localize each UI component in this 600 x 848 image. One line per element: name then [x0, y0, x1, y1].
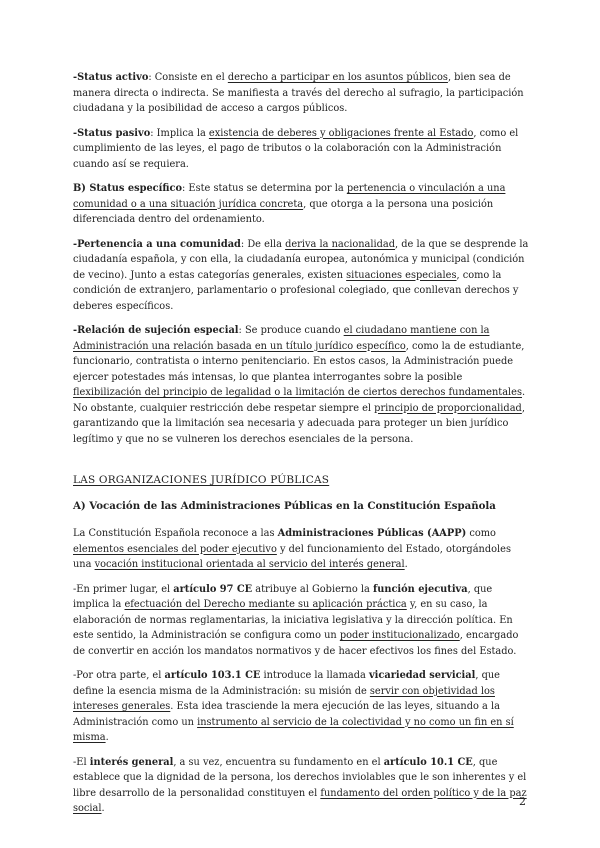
term-pertenencia: -Pertenencia a una comunidad	[73, 238, 241, 250]
text: .	[105, 732, 109, 743]
text: : De ella	[240, 238, 286, 250]
underlined-phrase: situaciones especiales	[346, 269, 457, 281]
text: . No obstante, cualquier restricción debe respetar siempre el	[73, 387, 526, 414]
bold-phrase: Administraciones Públicas (AAPP)	[277, 528, 467, 539]
underlined-phrase: flexibilización del principio de legalidad o la limitación de ciertos derechos fundamentales	[73, 387, 522, 398]
text: , a su vez, encuentra su fundamento en el	[173, 756, 384, 768]
underlined-phrase: instrumento al servicio de la colectividad y no como un fin en sí misma	[73, 716, 514, 743]
text: , que otorga a la persona una posición diferenciada dentro del ordenamiento.	[73, 198, 494, 225]
page-number: 2	[519, 795, 526, 808]
underlined-phrase: fundamento del orden político y de la paz social	[73, 787, 527, 814]
underlined-phrase: el ciudadano mantiene con la Administración una relación basada en un título jurídico específico	[73, 325, 490, 352]
text: , bien sea de manera directa o indirecta. Se manifiesta a través del derecho al sufragio, la participación ciudadana y la posibilidad de acceso a cargos públicos.	[73, 72, 524, 114]
text: , que define la esencia misma de la Administración: su misión de	[73, 670, 500, 697]
text: : Implica la	[150, 127, 209, 139]
term-sujecion-especial: -Relación de sujeción especial	[73, 325, 239, 336]
underlined-phrase: elementos esenciales del poder ejecutivo	[73, 543, 277, 555]
underlined-phrase: efectuación del Derecho mediante su aplicación práctica	[124, 599, 407, 610]
text: , de la que se desprende la ciudadanía española, y con ella, la ciudadanía europea, autonómica y municipal (condición de vecino). Junto a estas categorías generales, existen	[73, 238, 529, 281]
text: , que implica la	[73, 583, 493, 610]
text: .	[404, 559, 408, 570]
text: La Constitución Española reconoce a las	[73, 528, 278, 539]
text: , como el cumplimiento de las leyes, el pago de tributos o la colaboración con la Administración cuando así se requiera.	[73, 127, 519, 170]
underlined-phrase: derecho a participar en los asuntos públicos	[227, 72, 448, 83]
bold-phrase: función ejecutiva	[372, 583, 468, 595]
paragraph-articulo-10	[73, 755, 529, 817]
paragraph-intro	[73, 526, 529, 573]
bold-phrase: artículo 10.1 CE	[383, 756, 473, 768]
document-content	[73, 70, 529, 826]
bold-phrase: artículo 103.1 CE	[164, 670, 261, 681]
underlined-phrase: principio de proporcionalidad	[374, 402, 522, 414]
text: : Consiste en el	[148, 72, 228, 83]
text: . Esta idea trasciende la mera ejecución de las leyes, situando a la Administración como un	[73, 701, 500, 728]
text: como	[466, 528, 496, 539]
underlined-phrase: pertenencia o vinculación a una comunidad o a una situación jurídica concreta	[73, 183, 506, 210]
text: -Por otra parte, el	[73, 670, 165, 681]
section-title: LAS ORGANIZACIONES JURÍDICO PÚBLICAS	[73, 474, 330, 486]
paragraph-status-activo	[73, 70, 529, 117]
text: : Se produce cuando	[238, 325, 344, 336]
text: , como la de estudiante, funcionario, contratista o interno penitenciario. En estos casos, la Administración puede ejercer potestades más intensas, lo que plantea interrogantes sobre la posible	[73, 340, 525, 383]
term-status-especifico: B) Status específico	[73, 183, 182, 194]
text: , que establece que la dignidad de la persona, los derechos inviolables que le son inherentes y el libre desarrollo de la personalidad constituyen el	[73, 756, 527, 799]
section-subtitle: A) Vocación de las Administraciones Públicas en la Constitución Española	[73, 500, 496, 512]
paragraph-status-pasivo	[73, 126, 529, 173]
text: y, en su caso, la elaboración de normas reglamentarias, la iniciativa legislativa y la dirección política. En este sentido, la Administración se configura como un	[73, 599, 513, 641]
bold-phrase: vicariedad servicial	[368, 670, 476, 681]
underlined-phrase: deriva la nacionalidad	[285, 238, 396, 250]
underlined-phrase: vocación institucional orientada al servicio del interés general	[94, 559, 405, 570]
paragraph-articulo-97	[73, 582, 529, 660]
text: : Este status se determina por la	[182, 183, 347, 194]
text: -El	[73, 756, 90, 768]
term-status-pasivo: -Status pasivo	[73, 127, 151, 139]
text: .	[101, 803, 105, 814]
text: y del funcionamiento del Estado, otorgándoles una	[73, 543, 511, 570]
text: , como la condición de extranjero, parlamentario o profesional colegiado, que conllevan derechos y deberes específicos.	[73, 269, 519, 312]
paragraph-status-especifico	[73, 181, 529, 228]
paragraph-articulo-103	[73, 668, 529, 746]
underlined-phrase: existencia de deberes y obligaciones frente al Estado	[208, 127, 474, 139]
underlined-phrase: poder institucionalizado	[339, 630, 460, 641]
text: atribuye al Gobierno la	[252, 583, 373, 595]
underlined-phrase: servir con objetividad los intereses generales	[73, 685, 495, 712]
paragraph-pertenencia	[73, 237, 529, 315]
text: , garantizando que la limitación sea necesaria y adecuada para proteger un bien jurídico legítimo y que no se vulneren los derechos esenciales de la persona.	[73, 402, 525, 445]
bold-phrase: interés general	[89, 756, 174, 768]
bold-phrase: artículo 97 CE	[173, 583, 253, 595]
paragraph-sujecion-especial	[73, 323, 529, 447]
text: introduce la llamada	[260, 670, 369, 681]
text: , encargado de convertir en acción los mandatos normativos y de hacer efectivos los fines del Estado.	[73, 630, 519, 657]
term-status-activo: -Status activo	[73, 72, 149, 83]
text: -En primer lugar, el	[73, 583, 174, 595]
